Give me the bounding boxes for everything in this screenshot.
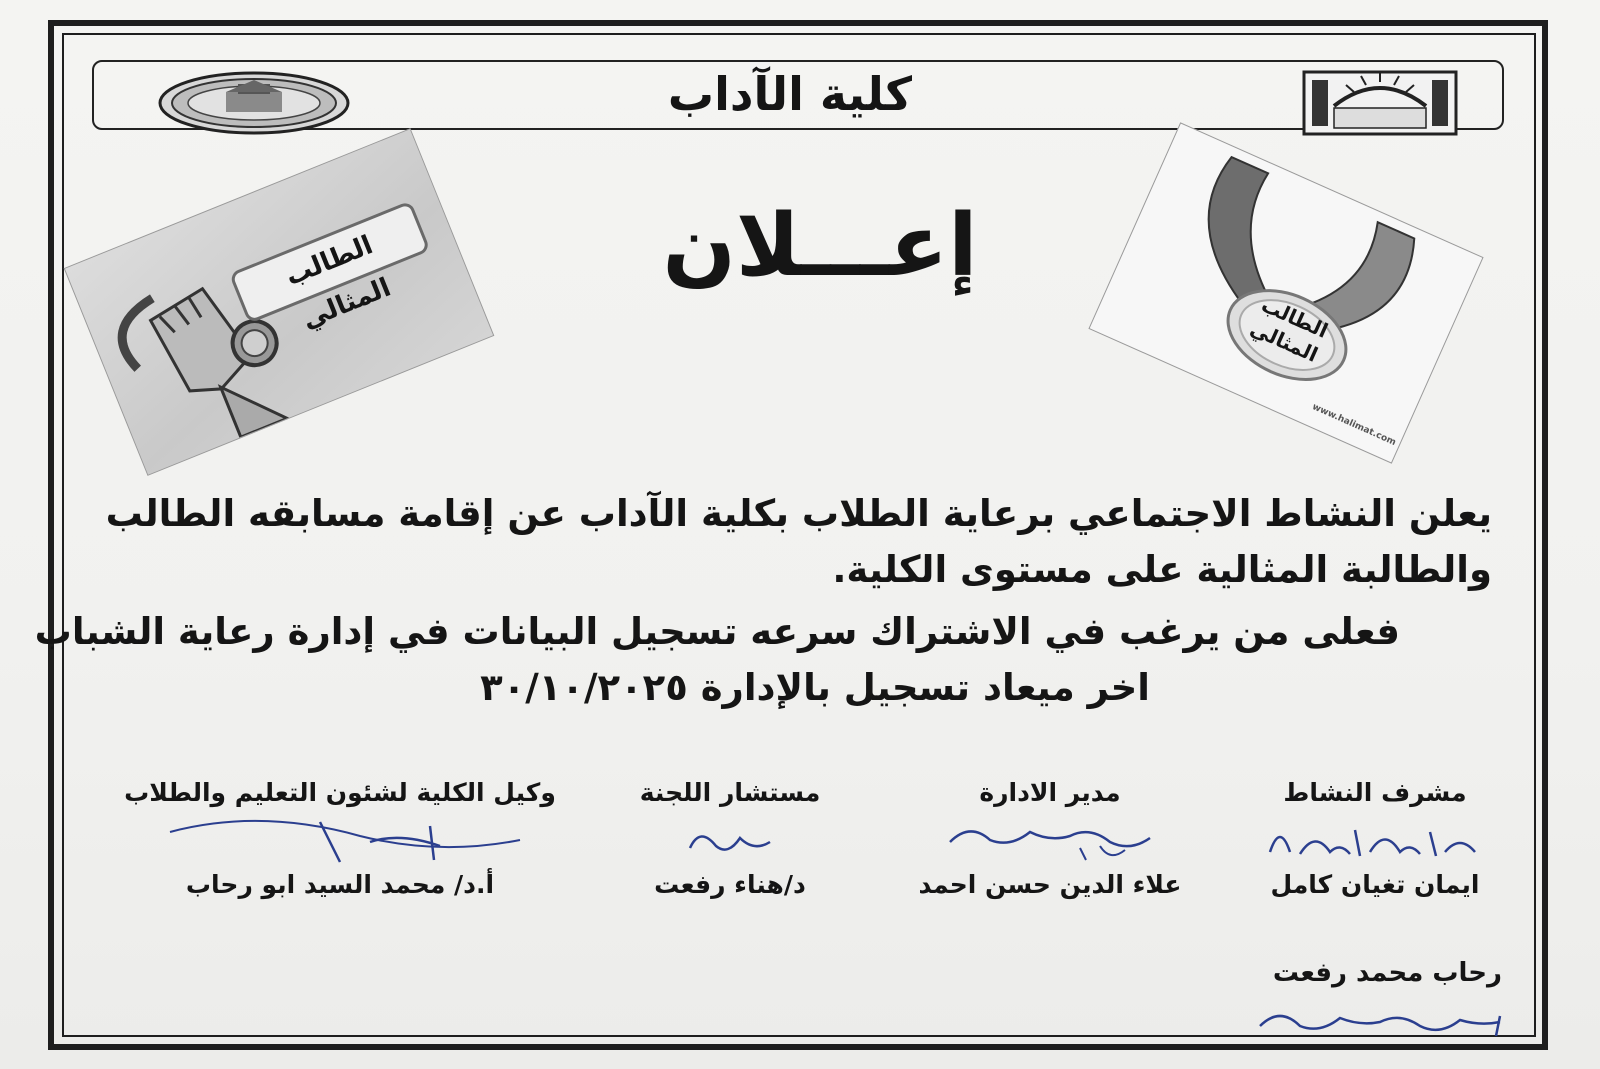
body-line-3: فعلى من يرغب في الاشتراك سرعه تسجيل البيانات في إدارة رعاية الشباب [34,610,1400,653]
handwritten-signature-icon [1250,996,1514,1040]
body-line-2: والطالبة المثالية على مستوى الكلية. [832,548,1492,591]
signature-name: أ.د/ محمد السيد ابو رحاب [185,870,495,899]
signature-name: د/هناء رفعت [654,870,806,899]
signature-title: وكيل الكلية لشئون التعليم والطلاب [124,778,556,807]
signature-name: علاء الدين حسن احمد [918,870,1182,899]
footer-preparer-name: رحاب محمد رفعت [1272,958,1502,988]
image-source-url: www.halimat.com [1310,402,1398,449]
signature-title: مدير الادارة [979,778,1121,807]
medal-label: الطالب المثالي [1246,292,1332,367]
signature-title: مستشار اللجنة [639,778,821,807]
faculty-seal-logo [156,70,352,136]
handwritten-signature-icon [670,812,790,868]
body-line-1: يعلن النشاط الاجتماعي برعاية الطلاب بكلية الآداب عن إقامة مسابقه الطالب [105,492,1492,535]
signature-block-department-director [900,776,1200,902]
handwritten-signature-icon [930,812,1170,868]
signature-block-committee-advisor [620,776,840,902]
university-logo [1300,66,1460,138]
ideal-student-plate: الطالب المثالي [229,200,431,323]
handwritten-signature-icon [140,812,540,868]
signature-block-activity-supervisor [1250,776,1500,902]
body-line-4-deadline: اخر ميعاد تسجيل بالإدارة ٣٠/١٠/٢٠٢٥ [480,666,1150,709]
signature-name: ايمان تغيان كامل [1270,870,1480,899]
signature-title: مشرف النشاط [1283,778,1467,807]
university-logo-icon [1300,66,1460,138]
announcement-title: إعـــلان [662,196,978,296]
faculty-title: كلية الآداب [667,67,913,121]
signature-block-vice-dean [120,776,560,902]
handwritten-signature-icon [1260,812,1490,868]
